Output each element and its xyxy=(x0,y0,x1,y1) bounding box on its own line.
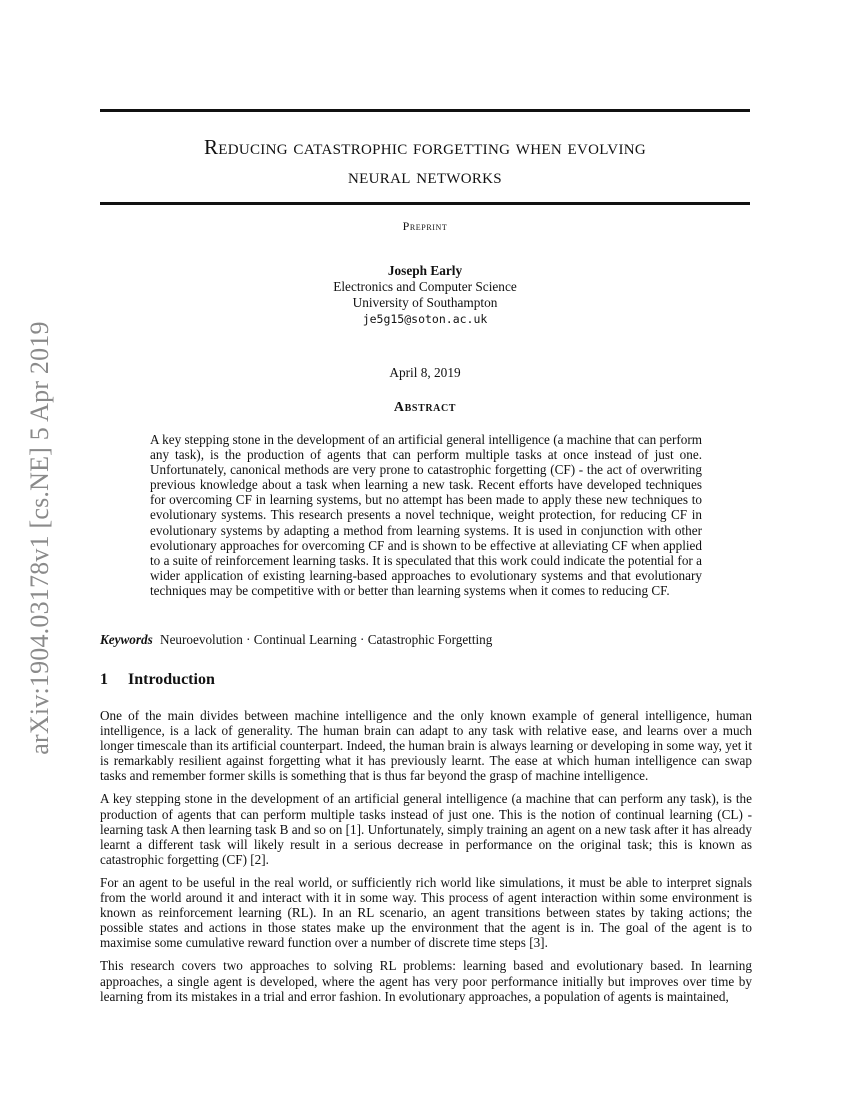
section-number: 1 xyxy=(100,671,108,688)
title-line-2: neural networks xyxy=(348,164,502,188)
paragraph: For an agent to be useful in the real world, or sufficiently rich world like simulations, it must be able to interpret signals from the world around it and interact with it in some way. This process of agent interaction within some environment is known as reinforcement learning (RL). In an RL scenario, an agent transitions between states by taking actions; the possible states and actions in those states make up the environment that the agent is in. The goal of the agent is to maximise some cumulative reward function over a number of discrete time steps [3]. xyxy=(100,874,752,951)
arxiv-sidebar-stamp xyxy=(19,298,61,778)
paper-date: April 8, 2019 xyxy=(389,365,461,380)
keywords-line xyxy=(100,632,750,648)
author-university: University of Southampton xyxy=(352,295,498,310)
title-top-rule xyxy=(100,109,750,112)
introduction-body xyxy=(100,708,752,1012)
arxiv-identifier: arXiv:1904.03178v1 [cs.NE] 5 Apr 2019 xyxy=(25,321,54,755)
paragraph: A key stepping stone in the development of an artificial general intelligence (a machine that can perform any task), is the production of agents that can perform multiple tasks instead of just one. This is the notion of continual learning (CL) - learning task A then learning task B and so on [1]. Unfortunately, simply training an agent on a new task after it has already learnt a different task will likely result in a serious decrease in performance on the original task; this is known as catastrophic forgetting (CF) [2]. xyxy=(100,791,752,867)
author-email[interactable]: je5g15@soton.ac.uk xyxy=(362,312,488,326)
abstract-heading: Abstract xyxy=(393,400,457,415)
author-name: Joseph Early xyxy=(387,263,463,278)
title-line-1: Reducing catastrophic forgetting when evolving xyxy=(203,135,647,159)
section-heading xyxy=(100,671,750,689)
title-bottom-rule xyxy=(100,202,750,205)
keywords-text: Neuroevolution · Continual Learning · Catastrophic Forgetting xyxy=(160,632,493,647)
section-title: Introduction xyxy=(128,671,215,688)
paragraph: This research covers two approaches to solving RL problems: learning based and evolutionary based. In learning approaches, a single agent is developed, where the agent has very poor performance initially but improves over time by learning from its mistakes in a trial and error fashion. In evolutionary approaches, a population of agents is maintained, xyxy=(100,958,752,1004)
abstract-text: A key stepping stone in the development of an artificial general intelligence (a machine that can perform any task), is the production of agents that can perform multiple tasks at once instead of just one. Unfortunately, canonical methods are very prone to catastrophic forgetting (CF) - the act of overwriting previous knowledge about a task when learning a new task. Recent efforts have developed techniques for overcoming CF in learning systems, but no attempt has been made to apply these new techniques to evolutionary systems. This research presents a novel technique, weight protection, for reducing CF in evolutionary systems by adapting a method from learning systems. It is used in conjunction with other evolutionary approaches for overcoming CF and is shown to be effective at alleviating CF when applied to a suite of reinforcement learning tasks. It is speculated that this work could indicate the potential for a wider application of existing learning-based approaches to evolutionary systems and that evolutionary techniques may be competitive with or better than learning systems when it comes to reducing CF. xyxy=(150,432,702,598)
preprint-label: Preprint xyxy=(402,219,448,233)
paper-title xyxy=(100,133,750,191)
author-department: Electronics and Computer Science xyxy=(333,279,517,294)
paragraph: One of the main divides between machine intelligence and the only known example of general intelligence, human intelligence, is a lack of generality. The human brain can adapt to any task with relative ease, and learns over a much longer timescale than its artificial counterpart. Indeed, the human brain is always learning or developing in some way, yet it is remarkably resilient against forgetting what it has previously learnt. The ease at which human intelligence can swap tasks and remember former skills is something that is thus far beyond the grasp of machine intelligence. xyxy=(100,708,752,784)
author-block xyxy=(100,263,750,327)
keywords-label: Keywords xyxy=(100,632,153,647)
